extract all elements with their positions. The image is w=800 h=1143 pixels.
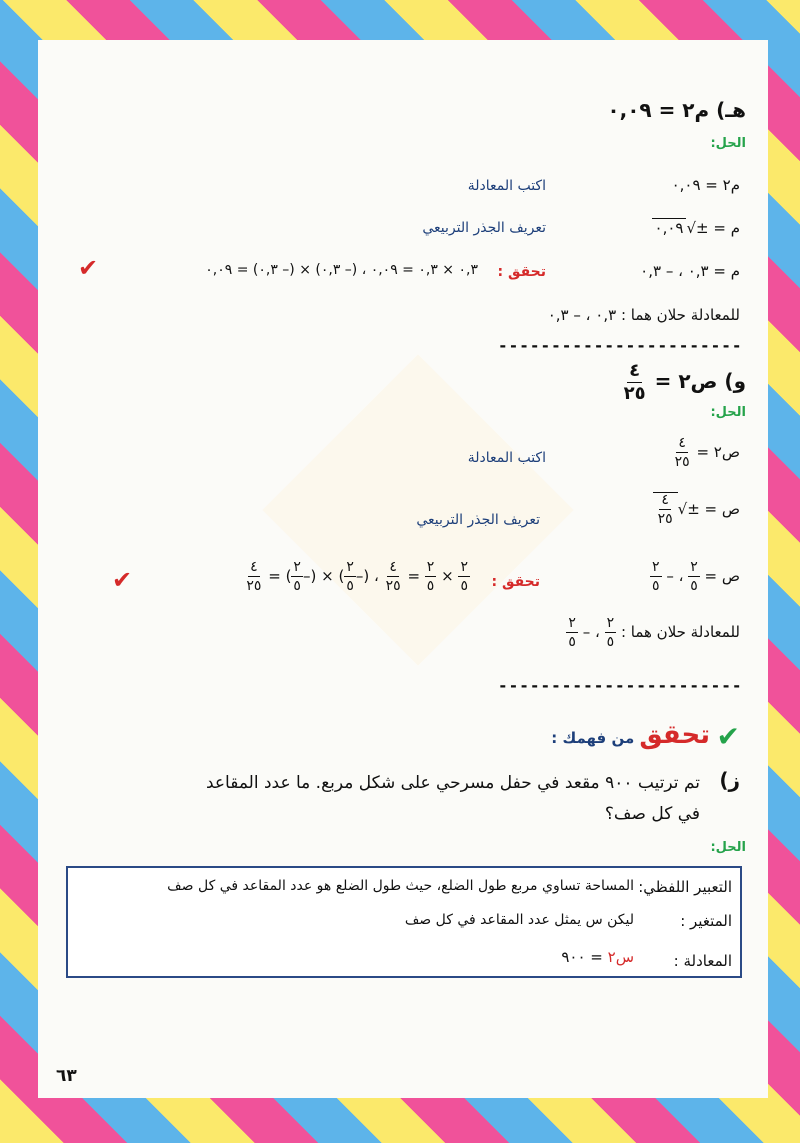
part-w-label: و)	[724, 369, 746, 393]
equation-label: المعادلة :	[673, 952, 732, 970]
part-w-step1-desc: اكتب المعادلة	[467, 450, 546, 466]
check-understanding-subtitle: من فهمك :	[551, 729, 635, 747]
part-h-step2-equation: م = ±√٠,٠٩	[652, 218, 740, 237]
part-w-verify-text: $\frac{٢}{٥}$ × $\frac{٢}{٥}$ = $\frac{٤}{٢٥}$ ، (– $\frac{٢}{٥}$ ) × (– $\frac{٢}{٥}$ ) = $\frac{٤}{٢٥}$	[246, 559, 468, 594]
verbal-text: المساحة تساوي مربع طول الضلع، حيث طول الضلع هو عدد المقاعد في كل صف	[167, 878, 634, 894]
part-h-label: هـ)	[716, 98, 746, 122]
variable-label: المتغير :	[680, 912, 732, 930]
part-w-step2-desc: تعريف الجذر التربيعي	[416, 512, 540, 528]
part-h-step1-equation: م٢ = ٠,٠٩	[671, 176, 740, 194]
check-mark-icon: ✔	[78, 254, 99, 282]
part-h-step2-radicand: ٠,٠٩	[652, 218, 687, 237]
question-z-solution-label: الحل:	[710, 840, 746, 855]
part-h-verify-text: ٠,٣ × ٠,٣ = ٠,٠٩ ، (– ٠,٣) × (– ٠,٣) = ٠,٠٩	[205, 262, 478, 278]
part-h-step1-desc: اكتب المعادلة	[467, 178, 546, 194]
equation-lhs: س٢	[607, 948, 634, 966]
part-h-problem	[607, 98, 746, 122]
solution-box	[66, 866, 742, 978]
part-w-step2-equation: ص = ±√ $\frac{٤}{٢٥}$	[653, 492, 740, 526]
check-pencil-icon: ✔	[716, 720, 740, 753]
part-h-conclusion: للمعادلة حلان هما : ٠,٣ ، – ٠,٣	[547, 306, 740, 324]
separator-line: -----------------------	[498, 336, 743, 355]
question-z-text: تم ترتيب ٩٠٠ مقعد في حفل مسرحي على شكل مربع. ما عدد المقاعد في كل صف؟	[205, 773, 700, 824]
part-h-solution-label: الحل:	[710, 136, 746, 151]
part-h-step2-prefix: م = ±	[696, 219, 740, 237]
part-w-step3-equation: ص = $\frac{٢}{٥}$ ، – $\frac{٢}{٥}$	[652, 559, 740, 594]
part-w-conclusion: للمعادلة حلان هما : $\frac{٢}{٥}$ ، – $\frac{٢}{٥}$	[568, 615, 740, 650]
background-watermark	[262, 354, 573, 665]
part-h-step3-equation: م = ٠,٣ ، – ٠,٣	[640, 262, 740, 280]
page-number: ٦٣	[56, 1066, 77, 1086]
equation-rhs: = ٩٠٠	[561, 948, 603, 966]
check-understanding-heading	[551, 720, 710, 750]
part-w-step1-equation: ص٢ = $\frac{٤}{٢٥}$	[674, 435, 740, 470]
part-w-problem	[622, 362, 746, 403]
part-w-solution-label: الحل:	[710, 405, 746, 420]
verbal-label: التعبير اللفظي:	[638, 878, 732, 896]
part-w-lhs: ص٢ =	[654, 369, 718, 393]
variable-text: ليكن س يمثل عدد المقاعد في كل صف	[404, 912, 634, 928]
page	[38, 40, 768, 1098]
check-mark-icon: ✔	[112, 566, 133, 594]
part-w-verify-label: تحقق :	[491, 574, 540, 590]
part-h-step2-desc: تعريف الجذر التربيعي	[422, 220, 546, 236]
question-z-label: ز)	[719, 768, 740, 792]
separator-line: -----------------------	[498, 676, 743, 695]
part-h-equation: م٢ = ٠,٠٩	[607, 98, 710, 122]
equation	[561, 948, 634, 966]
check-understanding-title: تحقق	[639, 720, 710, 750]
part-w-fraction: $\frac{٤}{٢٥}$	[623, 360, 646, 404]
part-h-verify-label: تحقق :	[497, 264, 546, 280]
